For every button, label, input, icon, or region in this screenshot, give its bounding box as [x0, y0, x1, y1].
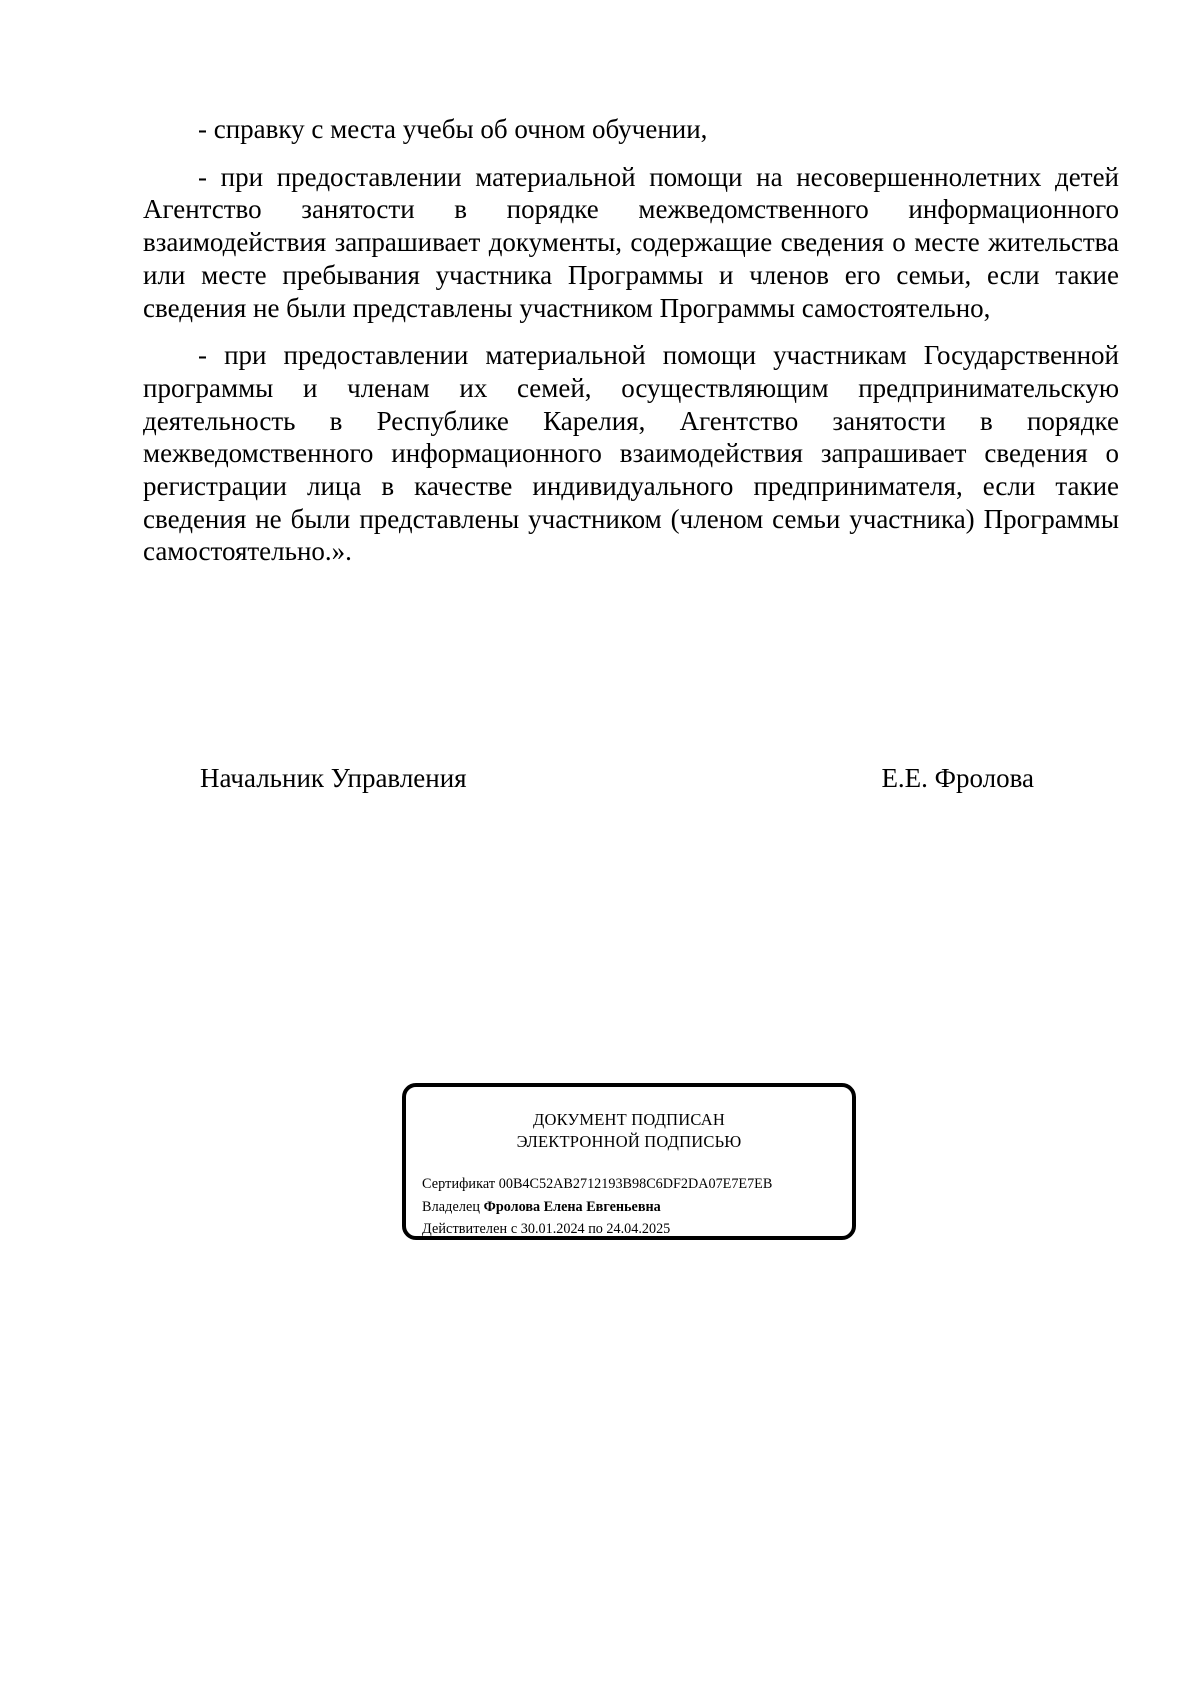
signer-position: Начальник Управления	[200, 763, 467, 793]
valid-to-date: 24.04.2025	[606, 1221, 671, 1237]
owner-label: Владелец	[422, 1198, 481, 1215]
paragraph-entrepreneur-aid: - при предоставлении материальной помощи участникам Государственной программы и членам их семей, осуществляющим предпринимательскую деятельность в Республике Карелия, Агентство занятости в порядке межведомственного информационного взаимодействия запрашивает сведения о регистрации лица в качестве индивидуального предпринимателя, если такие сведения не были представлены участником (членом семьи участника) Программы самостоятельно.».	[143, 340, 1119, 567]
stamp-heading	[406, 1109, 852, 1153]
document-body	[143, 113, 1119, 583]
valid-label: Действителен с	[422, 1221, 518, 1237]
paragraph-study-certificate: - справку с места учебы об очном обучении,	[198, 114, 708, 144]
valid-to-label: по	[588, 1221, 603, 1237]
owner-value: Фролова Елена Евгеньевна	[483, 1198, 661, 1215]
paragraph-minor-children-aid: - при предоставлении материальной помощи на несовершеннолетних детей Агентство занятости в порядке межведомственного информационного взаимодействия запрашивает документы, содержащие сведения о месте жительства или месте пребывания участника Программы и членов его семьи, если такие сведения не были представлены участником Программы самостоятельно,	[143, 161, 1119, 323]
valid-from-date: 30.01.2024	[520, 1221, 585, 1237]
electronic-signature-stamp	[402, 1083, 856, 1240]
stamp-heading-line-1: ДОКУМЕНТ ПОДПИСАН	[533, 1110, 725, 1129]
stamp-validity-row	[422, 1218, 772, 1241]
stamp-certificate-row	[422, 1173, 772, 1196]
certificate-label: Сертификат	[422, 1176, 496, 1192]
stamp-heading-line-2: ЭЛЕКТРОННОЙ ПОДПИСЬЮ	[516, 1132, 742, 1151]
stamp-owner-row	[422, 1196, 772, 1219]
stamp-details	[422, 1173, 772, 1241]
certificate-value: 00B4C52AB2712193B98C6DF2DA07E7E7EB	[498, 1176, 773, 1192]
signer-name: Е.Е. Фролова	[881, 763, 1034, 793]
